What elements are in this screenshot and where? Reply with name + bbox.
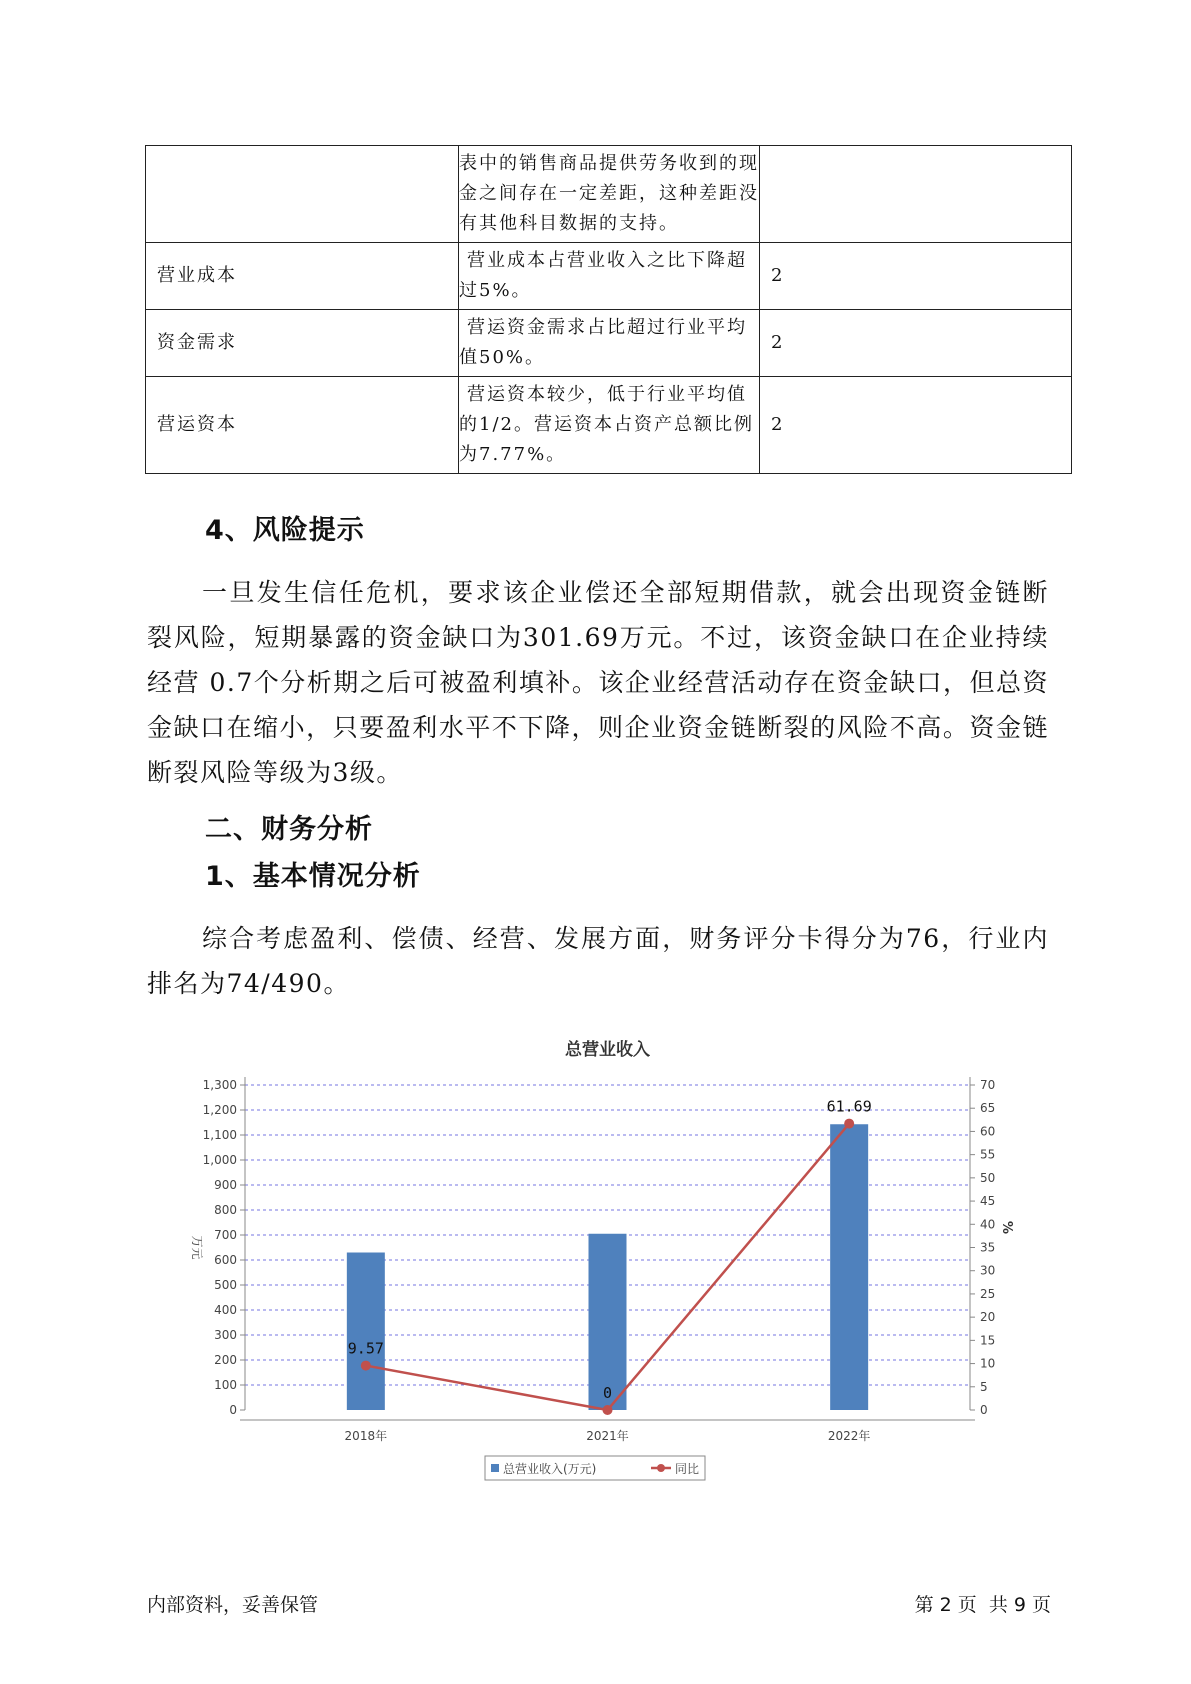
finance-paragraph: 综合考虑盈利、偿债、经营、发展方面，财务评分卡得分为76，行业内排名为74/490。 — [147, 924, 1049, 998]
risk-indicator-table — [145, 145, 1072, 474]
revenue-chart — [185, 1030, 1035, 1500]
y-right-tick-label: 5 — [980, 1379, 988, 1394]
table-cell-score: 2 — [760, 310, 1072, 377]
legend-bar-label: 总营业收入(万元) — [503, 1462, 597, 1476]
y-tick-label: 500 — [214, 1278, 237, 1292]
y-right-tick-label: 60 — [980, 1124, 996, 1139]
y-tick-label: 600 — [214, 1253, 237, 1267]
y-right-tick-label: 40 — [980, 1217, 996, 1232]
line-point — [844, 1119, 854, 1129]
footer-left: 内部资料，妥善保管 — [147, 1594, 319, 1616]
table-cell-item: 资金需求 — [146, 310, 459, 377]
line-point — [603, 1405, 613, 1415]
y-tick-label: 300 — [214, 1328, 237, 1342]
y-tick-label: 400 — [214, 1303, 237, 1317]
chart-title: 总营业收入 — [565, 1040, 650, 1060]
sub-heading-basic-analysis: 1、基本情况分析 — [205, 861, 421, 892]
table-cell-item: 营运资本 — [146, 377, 459, 474]
table-cell-score — [760, 146, 1072, 243]
table-row — [146, 146, 1072, 243]
y-axis-label: 万元 — [190, 1235, 204, 1260]
y-tick-label: 1,300 — [202, 1078, 237, 1092]
x-tick-label: 2021年 — [586, 1429, 629, 1443]
y-right-tick-label: 55 — [980, 1147, 996, 1162]
table-row — [146, 377, 1072, 474]
data-label: 0 — [602, 1384, 613, 1402]
bar — [347, 1253, 385, 1411]
table-cell-item: 营业成本 — [146, 243, 459, 310]
line-point — [361, 1361, 371, 1371]
risk-paragraph: 一旦发生信任危机，要求该企业偿还全部短期借款，就会出现资金链断裂风险，短期暴露的资金缺口为301.69万元。不过，该资金缺口在企业持续经营 0.7个分析期之后可被盈利填补。该企业经营活动存在资金缺口，但总资金缺口在缩小，只要盈利水平不下降，则企业资金链断裂的风险不高。资金链断裂风险等级为3级。 — [147, 578, 1049, 787]
y-tick-label: 1,200 — [202, 1103, 237, 1117]
table-cell-desc: 营业成本占营业收入之比下降超过5%。 — [459, 243, 760, 310]
y-right-tick-label: 20 — [980, 1310, 996, 1325]
y-right-tick-label: 25 — [980, 1286, 996, 1301]
table-cell-score: 2 — [760, 377, 1072, 474]
y-right-tick-label: 15 — [980, 1333, 996, 1348]
y-right-tick-label: 10 — [980, 1356, 996, 1371]
y-right-tick-label: 0 — [980, 1403, 988, 1417]
y-tick-label: 800 — [214, 1203, 237, 1217]
table-cell-item — [146, 146, 459, 243]
x-tick-label: 2022年 — [827, 1429, 871, 1443]
data-label: 9.57 — [347, 1339, 384, 1358]
legend-line-label: 同比 — [675, 1462, 700, 1476]
y-right-axis-label: % — [999, 1220, 1014, 1235]
y-tick-label: 0 — [229, 1403, 237, 1417]
y-tick-label: 100 — [214, 1378, 237, 1392]
section-heading-risk: 4、风险提示 — [205, 515, 365, 546]
y-right-tick-label: 45 — [980, 1194, 996, 1209]
x-tick-label: 2018年 — [344, 1429, 388, 1443]
y-tick-label: 700 — [214, 1228, 237, 1242]
table-cell-score: 2 — [760, 243, 1072, 310]
table-row — [146, 243, 1072, 310]
legend-line-marker — [657, 1464, 665, 1472]
y-right-tick-label: 65 — [980, 1101, 996, 1116]
y-right-tick-label: 30 — [980, 1263, 996, 1278]
table-cell-desc: 营运资金需求占比超过行业平均值50%。 — [459, 310, 760, 377]
y-right-tick-label: 70 — [980, 1078, 996, 1092]
table-row — [146, 310, 1072, 377]
section-heading-finance: 二、财务分析 — [205, 814, 373, 845]
footer-page-number: 第 2 页 共 9 页 — [914, 1594, 1051, 1616]
table-cell-desc: 营运资本较少，低于行业平均值的1/2。营运资本占资产总额比例为7.77%。 — [459, 377, 760, 474]
y-tick-label: 900 — [214, 1178, 237, 1192]
y-tick-label: 1,000 — [202, 1153, 237, 1167]
y-tick-label: 1,100 — [202, 1128, 237, 1142]
y-right-tick-label: 35 — [980, 1240, 996, 1255]
y-right-tick-label: 50 — [980, 1170, 996, 1185]
legend-bar-swatch — [491, 1464, 499, 1472]
y-tick-label: 200 — [214, 1353, 237, 1367]
bar — [830, 1124, 868, 1410]
table-cell-desc: 表中的销售商品提供劳务收到的现金之间存在一定差距，这种差距没有其他科目数据的支持。 — [459, 146, 760, 243]
data-label: 61.69 — [826, 1097, 872, 1116]
